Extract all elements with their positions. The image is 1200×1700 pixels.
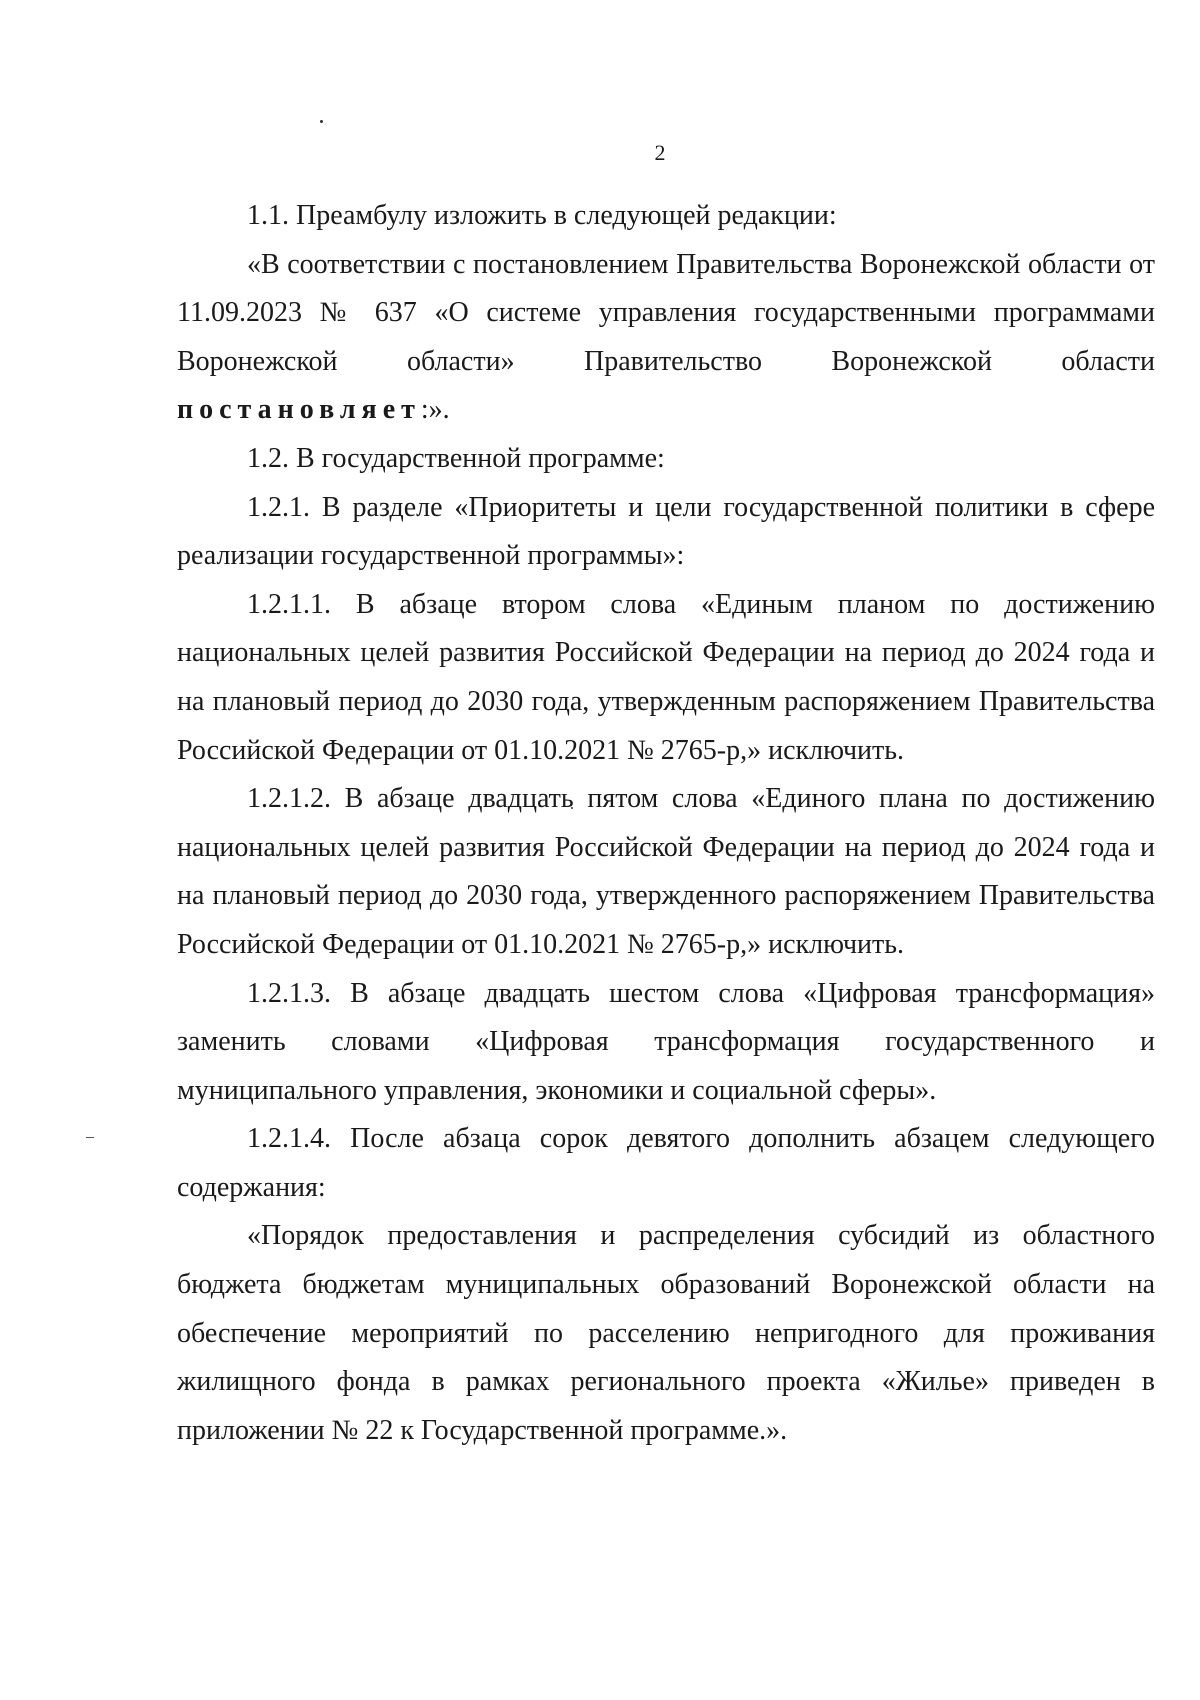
preamble-ending: :». (420, 394, 450, 426)
paragraph-preamble-text (177, 241, 1155, 435)
paragraph-1-2: 1.2. В государственной программе: (247, 442, 665, 474)
paragraph-new-abzac: «Порядок предоставления и распределения субсидий из областного бюджета бюджетам муниципальных образований Воронежской области на обеспечение мероприятий по расселению непригодного для проживания жилищного фонда в рамках регионального проекта «Жилье» приведен в приложении № 22 к Государственной программе.». (177, 1220, 1155, 1446)
paragraph-1-2-1: 1.2.1. В разделе «Приоритеты и цели государственной политики в сфере реализации государственной программы»: (177, 491, 1155, 572)
paragraph-1-1: 1.1. Преамбулу изложить в следующей редакции: (247, 200, 837, 231)
document-body (177, 192, 1155, 1455)
paragraph-1-2-1-4: 1.2.1.4. После абзаца сорок девятого дополнить абзацем следующего содержания: (177, 1123, 1155, 1203)
page-number: 2 (654, 140, 666, 165)
resolution-word: постановляет (177, 394, 421, 426)
scan-mark (86, 1137, 94, 1138)
paragraph-1-2-1-1: 1.2.1.1. В абзаце втором слова «Единым планом по достижению национальных целей развития Российской Федерации на период до 2024 года и на плановый период до 2030 года, утвержденным распоряжением Правительства Российской Федерации от 01.10.2021 № 2765-р,» исключить. (177, 588, 1155, 766)
paragraph-1-2-1-3: 1.2.1.3. В абзаце двадцать шестом слова «Цифровая трансформация» заменить словами «Цифровая трансформация государственного и муниципального управления, экономики и социальной сферы». (177, 977, 1155, 1106)
preamble-text: «В соответствии с постановлением Правительства Воронежской области от 11.09.2023 № 637 «О системе управления государственными программами Воронежской области» Правительство Воронежской области (177, 248, 1155, 377)
paragraph-1-2-1-2: 1.2.1.2. В абзаце двадцать пятом слова «Единого плана по достижению национальных целей развития Российской Федерации на период до 2024 года и на плановый период до 2030 года, утвержденного распоряжением Правительства Российской Федерации от 01.10.2021 № 2765-р,» исключить. (177, 783, 1155, 960)
scan-speck (320, 120, 323, 123)
